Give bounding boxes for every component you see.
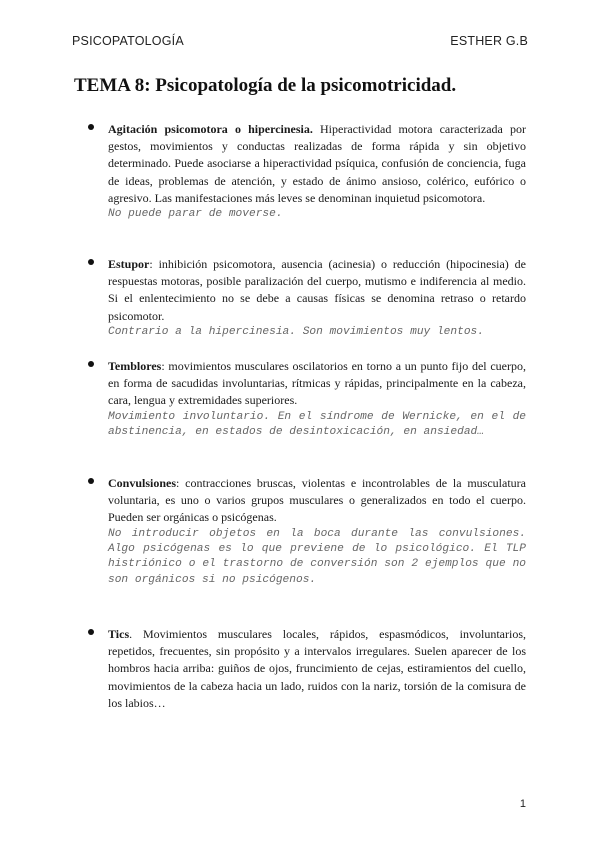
item-term: Tics <box>108 627 130 641</box>
list-item-tics <box>108 626 526 712</box>
item-term: Temblores <box>108 359 162 373</box>
list-item-temblores <box>108 358 526 440</box>
header-author: ESTHER G.B <box>450 34 528 48</box>
item-body: : inhibición psicomotora, ausencia (acinesia) o reducción (hipocinesia) de respuestas motoras, posible paralización del cuerpo, mutismo e indiferencia al medio. Si el enlentecimiento no se debe a causas físicas se denomina retraso o retardo psicomotor. <box>108 257 526 323</box>
item-body: : movimientos musculares oscilatorios en torno a un punto fijo del cuerpo, en forma de sacudidas involuntarias, rítmicas y rápidas, principalmente en la cabeza, cara, lengua y extremidades superiores. <box>108 359 526 408</box>
item-term: Convulsiones <box>108 476 177 490</box>
item-body: Hiperactividad motora caracterizada por gestos, movimientos y conductas realizadas de forma rápida y sin objetivo determinado. Puede asociarse a hiperactividad psíquica, confusión de conciencia, fuga de ideas, problemas de atención, y estado de ánimo ansioso, colérico, eufórico o agresivo. Las manifestaciones más leves se denominan inquietud psicomotora. <box>108 122 527 205</box>
item-text <box>108 121 526 207</box>
item-note: Contrario a la hipercinesia. Son movimientos muy lentos. <box>108 325 484 338</box>
page-number: 1 <box>519 798 526 810</box>
item-note: Movimiento involuntario. En el síndrome de Wernicke, en el de abstinencia, en estados de desintoxicación, en ansiedad… <box>108 410 526 439</box>
item-text <box>108 256 526 325</box>
bullet-icon <box>88 259 94 265</box>
bullet-icon <box>88 629 94 635</box>
list-item-agitacion <box>108 121 526 222</box>
item-term: Estupor <box>108 257 150 271</box>
list-item-estupor <box>108 256 526 340</box>
item-text <box>108 626 526 712</box>
item-text <box>108 358 526 410</box>
item-body: . Movimientos musculares locales, rápidos, espasmódicos, involuntarios, repetidos, frecuentes, sin propósito y a intervalos irregulares. Suelen aparecer de los hombros hacia arriba: guiños de ojos, fruncimiento de cejas, estiramientos del cuello, movimientos de la cabeza hacia un lado, ruidos con la nariz, torsión de la comisura de los labios… <box>108 627 526 710</box>
bullet-icon <box>88 361 94 367</box>
item-text <box>108 475 526 527</box>
bullet-icon <box>88 124 94 130</box>
item-note: No puede parar de moverse. <box>108 208 283 221</box>
item-term: Agitación psicomotora o hipercinesia. <box>108 122 313 136</box>
item-body: : contracciones bruscas, violentas e incontrolables de la musculatura voluntaria, es uno o varios grupos musculares o generalizados en todo el cuerpo. Pueden ser orgánicas o psicógenas. <box>108 476 526 525</box>
page-title: TEMA 8: Psicopatología de la psicomotricidad. <box>74 75 457 96</box>
bullet-icon <box>88 478 94 484</box>
list-item-convulsiones <box>108 475 526 588</box>
item-note: No introducir objetos en la boca durante las convulsiones. Algo psicógenas es lo que previene de lo psicológico. El TLP histriónico o el trastorno de conversión son 2 ejemplos que no son orgánicos si no psicógenos. <box>108 527 526 586</box>
header-subject: PSICOPATOLOGÍA <box>72 34 184 48</box>
